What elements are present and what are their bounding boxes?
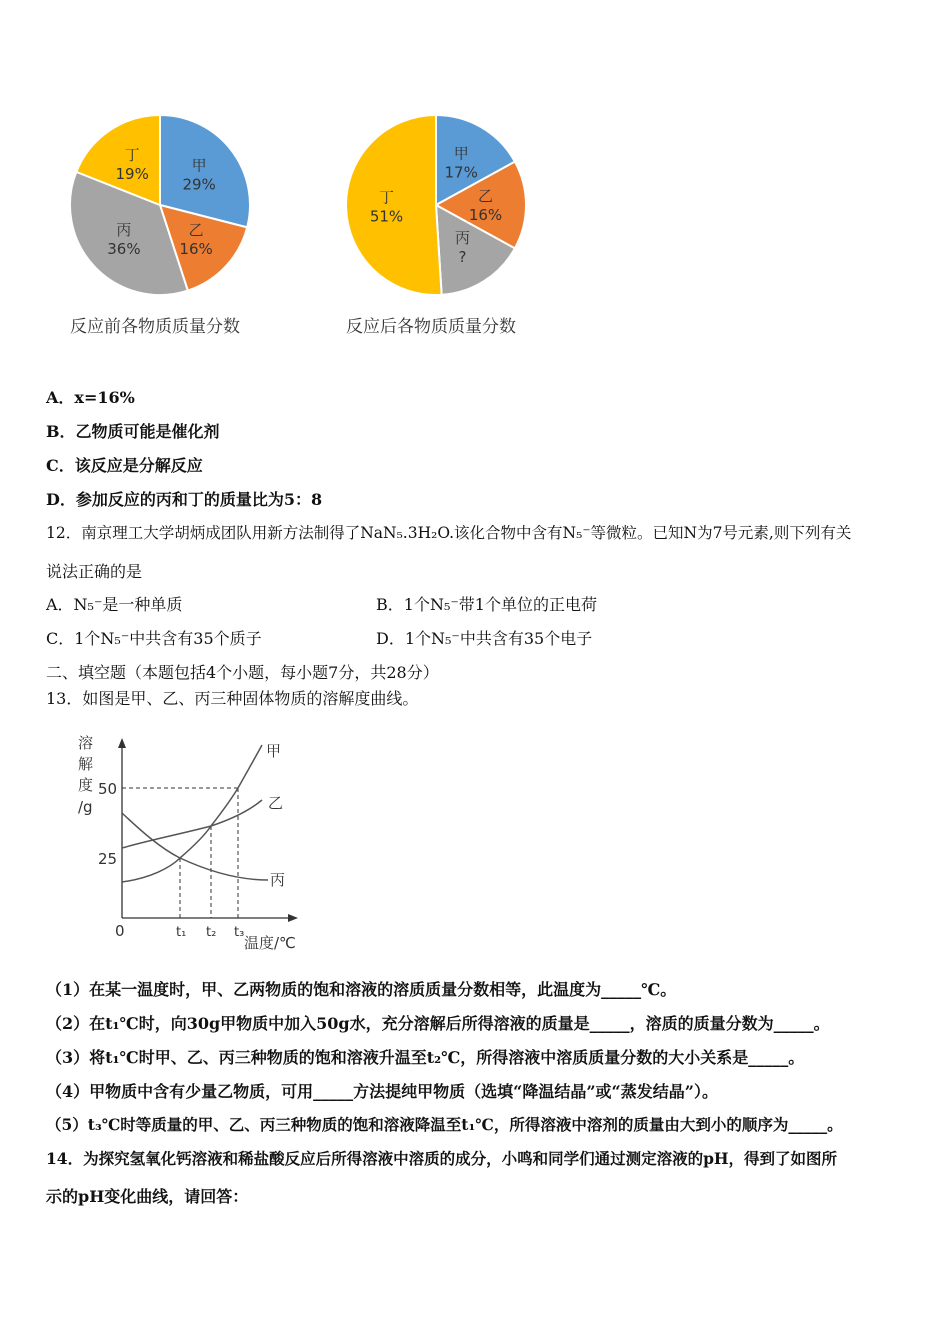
solubility-graph <box>70 728 320 958</box>
pie-slice-label: ? <box>458 247 467 266</box>
pie-slice-name: 甲 <box>453 144 469 163</box>
pie-slice-label: 17% <box>444 163 478 182</box>
y-tick-50: 50 <box>98 780 118 798</box>
x-axis-arrow <box>288 914 298 922</box>
pie-slice-name: 乙 <box>188 220 204 239</box>
q12-stem-cont: 说法正确的是 <box>46 562 143 581</box>
pie-slice-label: 16% <box>179 239 213 258</box>
q11-option-d: D．参加反应的丙和丁的质量比为5：8 <box>46 490 323 509</box>
q13-part-5: （5）t₃℃时等质量的甲、乙、丙三种物质的饱和溶液降温至t₁℃，所得溶液中溶剂的质量由大到小的顺序为_____。 <box>46 1115 843 1134</box>
x-axis-label: 温度/℃ <box>244 934 296 952</box>
y-label-1: 溶 <box>78 734 94 752</box>
q13-part-1: （1）在某一温度时，甲、乙两物质的饱和溶液的溶质质量分数相等，此温度为_____℃。 <box>46 980 677 999</box>
pie-slice-label: 51% <box>369 207 404 226</box>
pie-slice-name: 乙 <box>477 187 494 205</box>
q12-option-b: B．1个N₅⁻带1个单位的正电荷 <box>376 595 597 614</box>
y-label-4: /g <box>78 798 93 816</box>
q13-part-4: （4）甲物质中含有少量乙物质，可用_____方法提纯甲物质（选填“降温结晶”或“蒸发结晶”）。 <box>46 1082 718 1101</box>
label-yi: 乙 <box>268 794 284 812</box>
y-tick-25: 25 <box>98 850 118 868</box>
y-label-2: 解 <box>78 755 94 773</box>
q12-option-a: A．N₅⁻是一种单质 <box>46 595 183 614</box>
label-bing: 丙 <box>270 871 286 889</box>
pie-chart-after <box>336 105 536 305</box>
curve-bing <box>122 813 268 880</box>
q13-part-2: （2）在t₁℃时，向30g甲物质中加入50g水，充分溶解后所得溶液的质量是_____，溶质的质量分数为_____。 <box>46 1014 830 1033</box>
label-jia: 甲 <box>266 742 282 760</box>
pie-slice-name: 丁 <box>124 146 140 165</box>
origin-label: 0 <box>115 922 125 940</box>
x-tick-t3: t₃ <box>234 925 245 940</box>
q13-stem: 13．如图是甲、乙、丙三种固体物质的溶解度曲线。 <box>46 689 419 708</box>
pie-chart-before <box>60 105 260 305</box>
q11-option-a: A．x=16% <box>46 388 135 407</box>
pie-slice-name: 丁 <box>379 188 395 207</box>
x-tick-t2: t₂ <box>206 925 217 940</box>
q14-stem-cont: 示的pH变化曲线，请回答： <box>46 1187 249 1206</box>
pie-slice-name: 丙 <box>116 220 132 239</box>
section-heading: 二、填空题（本题包括4个小题，每小题7分，共28分） <box>46 663 439 682</box>
curve-yi <box>122 800 262 848</box>
q13-part-3: （3）将t₁℃时甲、乙、丙三种物质的饱和溶液升温至t₂℃，所得溶液中溶质质量分数的大小关系是_____。 <box>46 1048 805 1067</box>
pie-slice-label: 19% <box>115 165 149 184</box>
q12-option-c: C．1个N₅⁻中共含有35个质子 <box>46 629 262 648</box>
q14-stem: 14．为探究氢氧化钙溶液和稀盐酸反应后所得溶液中溶质的成分，小鸣和同学们通过测定溶液的pH，得到了如图所 <box>46 1149 838 1168</box>
pie-after-caption: 反应后各物质质量分数 <box>346 317 516 337</box>
x-tick-t1: t₁ <box>176 925 187 940</box>
q11-option-b: B．乙物质可能是催化剂 <box>46 422 220 441</box>
y-label-3: 度 <box>78 776 94 794</box>
pie-slice-name: 甲 <box>191 156 207 175</box>
q12-stem: 12．南京理工大学胡炳成团队用新方法制得了NaN₅.3H₂O.该化合物中含有N₅⁻等微粒。已知N为7号元素,则下列有关 <box>46 524 852 542</box>
y-axis-arrow <box>118 738 126 748</box>
pie-before-caption: 反应前各物质质量分数 <box>70 317 240 337</box>
pie-slice-label: 36% <box>107 239 141 258</box>
q11-option-c: C．该反应是分解反应 <box>46 456 203 475</box>
q12-option-d: D．1个N₅⁻中共含有35个电子 <box>376 629 593 648</box>
pie-slice-label: 29% <box>182 175 216 194</box>
pie-slice-name: 丙 <box>455 228 471 247</box>
pie-slice-label: 16% <box>468 206 503 224</box>
